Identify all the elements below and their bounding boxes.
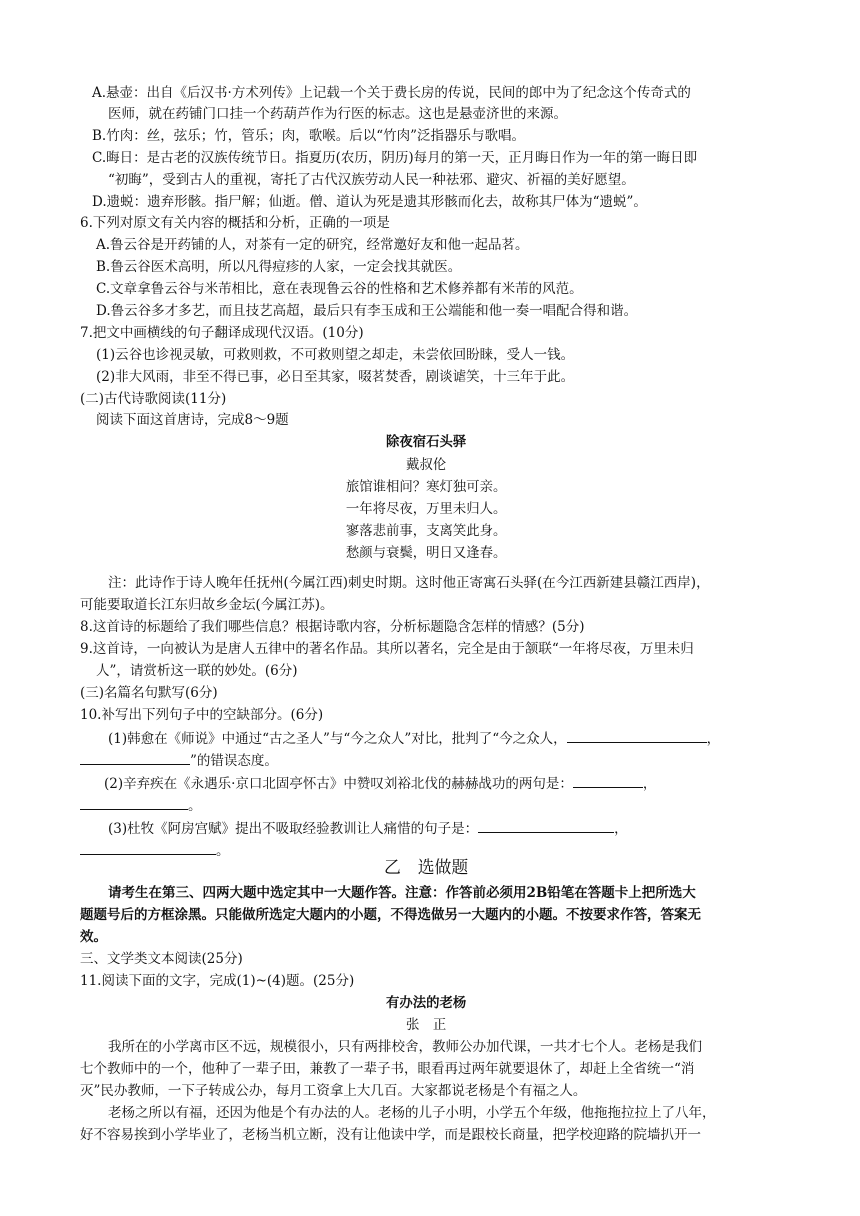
q7-sentence-1: (1)云谷也诊视灵敏，可救则救，不可救则望之却走，未尝依回盼睐，受人一钱。 bbox=[96, 347, 575, 363]
q10-item1-text: (1)韩愈在《师说》中通过“古之圣人”与“今之众人”对比，批判了“今之众人， bbox=[108, 731, 567, 747]
q8-stem: 8.这首诗的标题给了我们哪些信息？根据诗歌内容，分析标题隐含怎样的情感？(5分) bbox=[80, 619, 585, 635]
answer-blank[interactable] bbox=[478, 818, 614, 833]
poem-author: 戴叔伦 bbox=[406, 457, 447, 473]
q9-stem-line1: 9.这首诗，一向被认为是唐人五律中的著名作品。其所以著名，完全是由于颔联“一年将尽夜，万里未归 bbox=[80, 641, 694, 657]
part-b-notice-line2: 题题号后的方框涂黑。只能做所选定大题内的小题，不得选做另一大题内的小题。不按要求作答，答案无 bbox=[80, 907, 701, 923]
story-author: 张 正 bbox=[406, 1017, 447, 1033]
q11-stem: 11.阅读下面的文字，完成(1)~(4)题。(25分) bbox=[80, 973, 355, 989]
poem-note-line1: 注：此诗作于诗人晚年任抚州(今属江西)刺史时期。这时他正寄寓石头驿(在今江西新建县赣江西岸)， bbox=[108, 575, 710, 591]
part-b-notice-line3: 效。 bbox=[80, 929, 107, 945]
part-b-title: 乙 选做题 bbox=[384, 858, 469, 878]
comma: ， bbox=[614, 821, 628, 837]
q6-option-c: C.文章拿鲁云谷与米芾相比，意在表现鲁云谷的性格和艺术修养都有米芾的风范。 bbox=[96, 281, 583, 297]
answer-blank[interactable] bbox=[573, 773, 643, 788]
poem-line-1: 旅馆谁相问？寒灯独可亲。 bbox=[345, 479, 507, 495]
poem-line-3: 寥落悲前事，支离笑此身。 bbox=[345, 523, 507, 539]
q10-item3-line1 bbox=[108, 818, 628, 839]
q7-stem: 7.把文中画横线的句子翻译成现代汉语。(10分) bbox=[80, 325, 364, 341]
answer-blank[interactable] bbox=[80, 750, 190, 765]
q10-item1-tail: ”的错误态度。 bbox=[190, 753, 278, 769]
q10-item1-line1 bbox=[108, 728, 720, 749]
q10-item2-line2 bbox=[80, 795, 202, 816]
story-p2-line2: 好不容易挨到小学毕业了，老杨当机立断，没有让他读中学，而是跟校长商量，把学校迎路的院墙扒开一 bbox=[80, 1127, 701, 1143]
period: 。 bbox=[216, 843, 230, 859]
poem-instruction: 阅读下面这首唐诗，完成8～9题 bbox=[96, 412, 289, 428]
q10-item1-line2 bbox=[80, 750, 278, 771]
q5-option-d: D.遗蜕：遗弃形骸。指尸解；仙逝。僧、道认为死是遗其形骸而化去，故称其尸体为“遗蜕”。 bbox=[92, 194, 647, 210]
q6-option-d: D.鲁云谷多才多艺，而且技艺高超，最后只有李玉成和王公端能和他一奏一唱配合得和谐。 bbox=[96, 303, 638, 319]
poem-note-line2: 可能要取道长江东归故乡金坛(今属江苏)。 bbox=[80, 597, 334, 613]
answer-blank[interactable] bbox=[80, 795, 188, 810]
poem-section-header: (二)古代诗歌阅读(11分) bbox=[80, 391, 227, 407]
q7-sentence-2: (2)非大风雨，非至不得已事，必日至其家，啜茗焚香，剧谈谑笑，十三年于此。 bbox=[96, 369, 575, 385]
q6-option-a: A.鲁云谷是开药铺的人，对茶有一定的研究，经常邀好友和他一起品茗。 bbox=[96, 237, 529, 253]
q5-option-c-line1: C.晦日：是古老的汉族传统节日。指夏历(农历，阴历)每月的第一天，正月晦日作为一年的第一晦日即 bbox=[92, 150, 698, 166]
q10-item2-line1 bbox=[104, 773, 656, 794]
story-p1-line1: 我所在的小学离市区不远，规模很小，只有两排校舍，教师公办加代课，一共才七个人。老杨是我们 bbox=[108, 1039, 702, 1055]
period: 。 bbox=[188, 798, 202, 814]
q10-item3-text: (3)杜牧《阿房宫赋》提出不吸取经验教训让人痛惜的句子是： bbox=[108, 821, 479, 837]
q5-option-c-line2: “初晦”，受到古人的重视，寄托了古代汉族劳动人民一种祛邪、避灾、祈福的美好愿望。 bbox=[108, 172, 635, 188]
comma: ， bbox=[706, 731, 721, 747]
q6-stem: 6.下列对原文有关内容的概括和分析，正确的一项是 bbox=[80, 215, 390, 231]
q6-option-b: B.鲁云谷医术高明，所以凡得痘疹的人家，一定会找其就医。 bbox=[96, 259, 462, 275]
q5-option-b: B.竹肉：丝，弦乐；竹，管乐；肉，歌喉。后以“竹肉”泛指器乐与歌唱。 bbox=[92, 128, 526, 144]
answer-blank[interactable] bbox=[80, 840, 216, 855]
poem-line-4: 愁颜与衰鬓，明日又逢春。 bbox=[345, 545, 507, 561]
story-title: 有办法的老杨 bbox=[385, 995, 467, 1011]
story-p2-line1: 老杨之所以有福，还因为他是个有办法的人。老杨的儿子小明，小学五个年级，他拖拖拉拉上了八年， bbox=[108, 1105, 716, 1121]
story-p1-line2: 七个教师中的一个，他种了一辈子田，兼教了一辈子书，眼看再过两年就要退休了，却赶上全省统一“消 bbox=[80, 1061, 695, 1077]
poem-line-2: 一年将尽夜，万里未归人。 bbox=[345, 501, 507, 517]
story-p1-line3: 灭”民办教师，一下子转成公办，每月工资拿上大几百。大家都说老杨是个有福之人。 bbox=[80, 1083, 587, 1099]
q5-option-a-line1: A.悬壶：出自《后汉书·方术列传》上记载一个关于费长房的传说，民间的郎中为了纪念这个传奇式的 bbox=[92, 85, 691, 101]
q10-stem: 10.补写出下列句子中的空缺部分。(6分) bbox=[80, 707, 324, 723]
dictation-header: (三)名篇名句默写(6分) bbox=[80, 685, 218, 701]
part-b-notice-line1: 请考生在第三、四两大题中选定其中一大题作答。注意：作答前必须用2B铅笔在答题卡上把所选大 bbox=[108, 885, 696, 901]
comma: ， bbox=[642, 776, 657, 792]
q10-item2-text: (2)辛弃疾在《永遇乐·京口北固亭怀古》中赞叹刘裕北伐的赫赫战功的两句是： bbox=[104, 776, 573, 792]
q5-option-a-line2: 医师，就在药铺门口挂一个药葫芦作为行医的标志。这也是悬壶济世的来源。 bbox=[108, 106, 567, 122]
answer-blank[interactable] bbox=[567, 728, 707, 743]
q9-stem-line2: 人”，请赏析这一联的妙处。(6分) bbox=[96, 663, 298, 679]
poem-title: 除夜宿石头驿 bbox=[385, 434, 467, 450]
section-3-header: 三、文学类文本阅读(25分) bbox=[80, 951, 243, 967]
